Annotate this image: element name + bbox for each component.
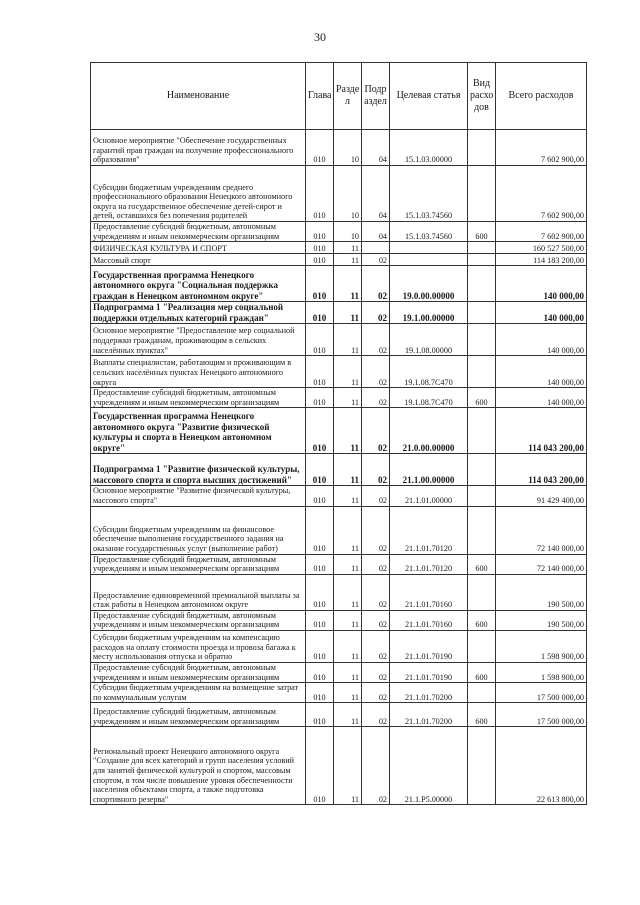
cell-statya: 21.1.01.70190 xyxy=(390,662,468,682)
cell-podrazdel: 02 xyxy=(362,254,390,266)
cell-razdel: 11 xyxy=(334,486,362,506)
cell-vid xyxy=(468,454,496,486)
cell-total: 17 500 000,00 xyxy=(496,683,587,703)
cell-glava: 010 xyxy=(306,454,334,486)
cell-glava: 010 xyxy=(306,222,334,242)
cell-statya xyxy=(390,254,468,266)
col-header-vid: Вид расхо дов xyxy=(468,63,496,130)
cell-statya: 21.1.01.70200 xyxy=(390,703,468,727)
cell-statya: 15.1.03.74560 xyxy=(390,222,468,242)
cell-vid xyxy=(468,254,496,266)
cell-statya xyxy=(390,242,468,254)
cell-razdel: 11 xyxy=(334,324,362,356)
cell-name: Предоставление субсидий бюджетным, автономным учреждениям и иным некоммерческим организациям xyxy=(91,610,306,630)
table-row xyxy=(91,554,587,574)
cell-total: 140 000,00 xyxy=(496,324,587,356)
cell-razdel: 10 xyxy=(334,130,362,166)
cell-total: 190 500,00 xyxy=(496,574,587,610)
cell-total: 140 000,00 xyxy=(496,302,587,324)
table-row xyxy=(91,222,587,242)
cell-podrazdel: 04 xyxy=(362,130,390,166)
cell-razdel: 10 xyxy=(334,222,362,242)
cell-vid xyxy=(468,166,496,222)
table-row xyxy=(91,242,587,254)
cell-name: Основное мероприятие "Предоставление мер социальной поддержки гражданам, проживающим в сельских населённых пунктах" xyxy=(91,324,306,356)
cell-razdel: 11 xyxy=(334,302,362,324)
cell-vid xyxy=(468,242,496,254)
cell-name: Субсидии бюджетным учреждениям среднего профессионального образования Ненецкого автономного округа на государственное обеспечение детей-сирот и детей, оставшихся без попечения родителей xyxy=(91,166,306,222)
cell-razdel: 11 xyxy=(334,703,362,727)
cell-vid: 600 xyxy=(468,703,496,727)
cell-vid: 600 xyxy=(468,610,496,630)
cell-name: Основное мероприятие "Обеспечение государственных гарантий прав граждан на получение профессионального образования" xyxy=(91,130,306,166)
table-row xyxy=(91,302,587,324)
table-row xyxy=(91,630,587,662)
cell-glava: 010 xyxy=(306,254,334,266)
cell-name: Субсидии бюджетным учреждениям на возмещение затрат по коммунальным услугам xyxy=(91,683,306,703)
cell-podrazdel: 02 xyxy=(362,610,390,630)
table-row xyxy=(91,454,587,486)
cell-podrazdel: 02 xyxy=(362,486,390,506)
cell-glava: 010 xyxy=(306,324,334,356)
cell-vid xyxy=(468,727,496,805)
table-row xyxy=(91,408,587,454)
cell-total: 140 000,00 xyxy=(496,266,587,302)
cell-glava: 010 xyxy=(306,574,334,610)
cell-total: 190 500,00 xyxy=(496,610,587,630)
table-row xyxy=(91,266,587,302)
table-row xyxy=(91,254,587,266)
cell-razdel: 11 xyxy=(334,662,362,682)
cell-vid: 600 xyxy=(468,388,496,408)
table-row xyxy=(91,703,587,727)
cell-razdel: 11 xyxy=(334,242,362,254)
cell-vid xyxy=(468,266,496,302)
cell-podrazdel: 02 xyxy=(362,302,390,324)
cell-name: ФИЗИЧЕСКАЯ КУЛЬТУРА И СПОРТ xyxy=(91,242,306,254)
cell-razdel: 11 xyxy=(334,630,362,662)
cell-statya: 21.1.00.00000 xyxy=(390,454,468,486)
cell-statya: 21.1.01.70160 xyxy=(390,574,468,610)
table-row xyxy=(91,388,587,408)
cell-podrazdel: 02 xyxy=(362,408,390,454)
cell-podrazdel: 04 xyxy=(362,222,390,242)
cell-total: 72 140 000,00 xyxy=(496,506,587,554)
cell-name: Предоставление субсидий бюджетным, автономным учреждениям и иным некоммерческим организациям xyxy=(91,222,306,242)
cell-vid xyxy=(468,574,496,610)
cell-name: Региональный проект Ненецкого автономного округа "Создание для всех категорий и групп населения условий для занятий физической культурой и спортом, массовым спортом, в том числе повышение уровня обеспеченности населения объектами спорта, а также подготовка спортивного резерва" xyxy=(91,727,306,805)
cell-glava: 010 xyxy=(306,630,334,662)
cell-name: Предоставление субсидий бюджетным, автономным учреждениям и иным некоммерческим организациям xyxy=(91,554,306,574)
cell-vid xyxy=(468,302,496,324)
cell-podrazdel: 02 xyxy=(362,574,390,610)
cell-name: Массовый спорт xyxy=(91,254,306,266)
cell-statya: 19.0.00.00000 xyxy=(390,266,468,302)
cell-vid: 600 xyxy=(468,222,496,242)
cell-total: 1 598 900,00 xyxy=(496,662,587,682)
cell-glava: 010 xyxy=(306,266,334,302)
cell-vid xyxy=(468,506,496,554)
cell-name: Основное мероприятие "Развитие физической культуры, массового спорта" xyxy=(91,486,306,506)
col-header-podrazdel: Подр аздел xyxy=(362,63,390,130)
cell-podrazdel: 02 xyxy=(362,506,390,554)
cell-razdel: 11 xyxy=(334,254,362,266)
cell-name: Предоставление субсидий бюджетным, автономным учреждениям и иным некоммерческим организациям xyxy=(91,662,306,682)
cell-total: 160 527 500,00 xyxy=(496,242,587,254)
cell-vid xyxy=(468,356,496,388)
table-row xyxy=(91,486,587,506)
col-header-statya: Целевая статья xyxy=(390,63,468,130)
cell-glava: 010 xyxy=(306,486,334,506)
cell-podrazdel: 02 xyxy=(362,727,390,805)
cell-glava: 010 xyxy=(306,727,334,805)
cell-total: 1 598 900,00 xyxy=(496,630,587,662)
cell-statya: 19.1.08.00000 xyxy=(390,324,468,356)
cell-vid xyxy=(468,130,496,166)
cell-total: 140 000,00 xyxy=(496,356,587,388)
cell-podrazdel: 02 xyxy=(362,356,390,388)
table-row xyxy=(91,324,587,356)
table-row xyxy=(91,662,587,682)
cell-podrazdel: 02 xyxy=(362,324,390,356)
cell-vid: 600 xyxy=(468,554,496,574)
cell-podrazdel: 02 xyxy=(362,662,390,682)
cell-name: Предоставление единовременной премиальной выплаты за стаж работы в Ненецком автономном округе xyxy=(91,574,306,610)
cell-glava: 010 xyxy=(306,302,334,324)
cell-razdel: 11 xyxy=(334,727,362,805)
cell-razdel: 11 xyxy=(334,356,362,388)
cell-name: Предоставление субсидий бюджетным, автономным учреждениям и иным некоммерческим организациям xyxy=(91,388,306,408)
cell-statya: 19.1.08.7С470 xyxy=(390,388,468,408)
cell-vid xyxy=(468,408,496,454)
table-body xyxy=(91,130,587,805)
cell-statya: 21.1.01.70120 xyxy=(390,506,468,554)
cell-total: 72 140 000,00 xyxy=(496,554,587,574)
table-row xyxy=(91,130,587,166)
cell-glava: 010 xyxy=(306,506,334,554)
cell-glava: 010 xyxy=(306,166,334,222)
table-row xyxy=(91,610,587,630)
cell-vid: 600 xyxy=(468,662,496,682)
cell-name: Подпрограмма 1 "Развитие физической культуры, массового спорта и спорта высших достижений" xyxy=(91,454,306,486)
cell-glava: 010 xyxy=(306,683,334,703)
cell-statya: 21.1.Р5.00000 xyxy=(390,727,468,805)
cell-total: 7 602 900,00 xyxy=(496,222,587,242)
cell-total: 7 602 900,00 xyxy=(496,130,587,166)
cell-razdel: 11 xyxy=(334,388,362,408)
cell-glava: 010 xyxy=(306,388,334,408)
cell-glava: 010 xyxy=(306,610,334,630)
cell-razdel: 11 xyxy=(334,454,362,486)
cell-podrazdel: 02 xyxy=(362,683,390,703)
table-row xyxy=(91,166,587,222)
cell-vid xyxy=(468,630,496,662)
cell-razdel: 11 xyxy=(334,574,362,610)
cell-total: 17 500 000,00 xyxy=(496,703,587,727)
page-number: 30 xyxy=(314,30,326,44)
col-header-total: Всего расходов xyxy=(496,63,587,130)
cell-statya: 19.1.08.7С470 xyxy=(390,356,468,388)
cell-vid xyxy=(468,683,496,703)
cell-podrazdel: 02 xyxy=(362,388,390,408)
cell-glava: 010 xyxy=(306,242,334,254)
cell-podrazdel: 02 xyxy=(362,630,390,662)
table-row xyxy=(91,727,587,805)
cell-statya: 15.1.03.74560 xyxy=(390,166,468,222)
cell-total: 22 613 800,00 xyxy=(496,727,587,805)
table-row xyxy=(91,356,587,388)
col-header-name: Наименование xyxy=(91,63,306,130)
cell-podrazdel: 02 xyxy=(362,266,390,302)
cell-statya: 21.1.01.70190 xyxy=(390,630,468,662)
cell-name: Выплаты специалистам, работающим и проживающим в сельских населённых пунктах Ненецкого автономного округа xyxy=(91,356,306,388)
cell-razdel: 11 xyxy=(334,610,362,630)
cell-vid xyxy=(468,486,496,506)
cell-glava: 010 xyxy=(306,356,334,388)
cell-razdel: 10 xyxy=(334,166,362,222)
cell-name: Субсидии бюджетным учреждениям на компенсацию расходов на оплату стоимости проезда и провоза багажа к месту использования отпуска и обратно xyxy=(91,630,306,662)
cell-podrazdel xyxy=(362,242,390,254)
cell-glava: 010 xyxy=(306,554,334,574)
table-header-row xyxy=(91,63,587,130)
cell-podrazdel: 04 xyxy=(362,166,390,222)
table-row xyxy=(91,683,587,703)
cell-total: 114 043 200,00 xyxy=(496,408,587,454)
cell-name: Подпрограмма 1 "Реализация мер социальной поддержки отдельных категорий граждан" xyxy=(91,302,306,324)
col-header-glava: Глава xyxy=(306,63,334,130)
cell-podrazdel: 02 xyxy=(362,703,390,727)
cell-total: 140 000,00 xyxy=(496,388,587,408)
cell-total: 114 043 200,00 xyxy=(496,454,587,486)
cell-statya: 19.1.00.00000 xyxy=(390,302,468,324)
cell-razdel: 11 xyxy=(334,554,362,574)
cell-podrazdel: 02 xyxy=(362,554,390,574)
table-row xyxy=(91,506,587,554)
cell-razdel: 11 xyxy=(334,683,362,703)
cell-statya: 21.1.01.70120 xyxy=(390,554,468,574)
cell-vid xyxy=(468,324,496,356)
cell-statya: 21.0.00.00000 xyxy=(390,408,468,454)
cell-total: 91 429 400,00 xyxy=(496,486,587,506)
cell-podrazdel: 02 xyxy=(362,454,390,486)
cell-name: Предоставление субсидий бюджетным, автономным учреждениям и иным некоммерческим организациям xyxy=(91,703,306,727)
cell-name: Государственная программа Ненецкого автономного округа "Развитие физической культуры и спорта в Ненецком автономном округе" xyxy=(91,408,306,454)
cell-glava: 010 xyxy=(306,130,334,166)
table-row xyxy=(91,574,587,610)
cell-razdel: 11 xyxy=(334,266,362,302)
cell-glava: 010 xyxy=(306,408,334,454)
col-header-razdel: Разде л xyxy=(334,63,362,130)
cell-statya: 21.1.01.00000 xyxy=(390,486,468,506)
cell-total: 7 602 900,00 xyxy=(496,166,587,222)
cell-glava: 010 xyxy=(306,662,334,682)
cell-total: 114 183 200,00 xyxy=(496,254,587,266)
cell-statya: 21.1.01.70200 xyxy=(390,683,468,703)
cell-razdel: 11 xyxy=(334,506,362,554)
cell-glava: 010 xyxy=(306,703,334,727)
cell-razdel: 11 xyxy=(334,408,362,454)
cell-name: Субсидии бюджетным учреждениям на финансовое обеспечение выполнения государственного задания на оказание государственных услуг (выполнение работ) xyxy=(91,506,306,554)
budget-table xyxy=(90,62,587,805)
cell-name: Государственная программа Ненецкого автономного округа "Социальная поддержка граждан в Ненецком автономном округе" xyxy=(91,266,306,302)
cell-statya: 21.1.01.70160 xyxy=(390,610,468,630)
cell-statya: 15.1.03.00000 xyxy=(390,130,468,166)
